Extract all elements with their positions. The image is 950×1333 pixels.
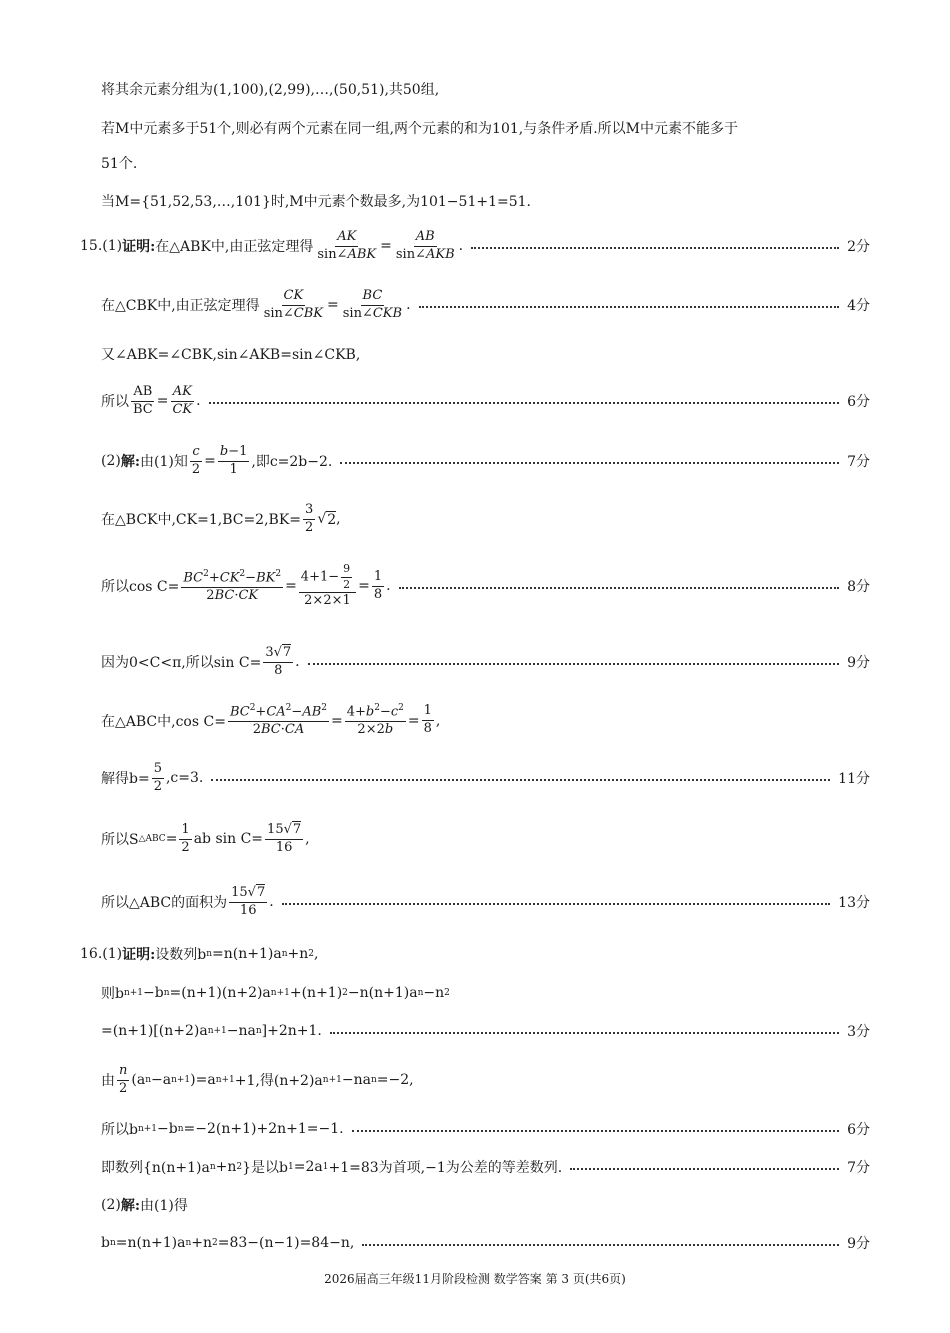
q15-line-2: 在△CBK中,由正弦定理得 $\frac{CK}{\text{sin∠CBK}}$ = $\frac{BC}{\text{sin∠CKB}}$ . 4分 xyxy=(101,288,870,321)
score: 7分 xyxy=(847,1160,870,1176)
score: 6分 xyxy=(847,1122,870,1138)
score: 3分 xyxy=(847,1024,870,1040)
score: 11分 xyxy=(838,771,870,788)
score: 8分 xyxy=(847,579,870,596)
q16-line-4: 由 $\frac{n}{2}$ (a n −a n+1 )=a n+1 +1,得(n+2)a n+1 −na n =−2, xyxy=(101,1063,414,1096)
text-line: 若M中元素多于51个,则必有两个元素在同一组,两个元素的和为101,与条件矛盾.所以M中元素不能多于 xyxy=(101,121,739,137)
page-footer: 2026届高三年级11月阶段检测 数学答案 第 3 页(共6页) xyxy=(324,1272,626,1286)
q15-line-1: 15.(1) 证明: 在△ABK中,由正弦定理得 $\frac{AK}{\text{sin∠ABK}}$ = $\frac{AB}{\text{sin∠AKB}}$ . 2分 xyxy=(80,229,870,262)
score: 6分 xyxy=(847,394,870,411)
q15-line-8: 因为0<C<π,所以sin C= $\frac{3√7}{8}$ . 9分 xyxy=(101,645,870,678)
text-line: 51个. xyxy=(101,156,138,172)
score: 9分 xyxy=(847,655,870,672)
score: 2分 xyxy=(847,239,870,256)
text-line: 当M={51,52,53,…,101}时,M中元素个数最多,为101−51+1=51. xyxy=(101,194,531,210)
q15-line-6: 在△BCK中,CK=1,BC=2,BK= $\frac{3}{2}$ √ 2 , xyxy=(101,502,341,535)
q15-line-7: 所以cos C= $\frac{BC^2+CK^2-BK^2}{2BC\cdot CK}$ = 4+1− $\frac{9}{2}$ 2×2×1 = $\frac{1}{8}$ . 8分 xyxy=(101,562,870,609)
q16-line-2: 则b n+1 −b n =(n+1)(n+2)a n+1 +(n+1) 2 −n(n+1)a n −n 2 xyxy=(101,985,450,1002)
text-line: 将其余元素分组为(1,100),(2,99),…,(50,51),共50组, xyxy=(101,82,440,98)
q15-line-5: (2) 解: 由(1)知 $\frac{c}{2}$ = $\frac{b-1}{1}$ ,即c=2b−2. 7分 xyxy=(101,444,870,477)
q15-line-3: 又∠ABK=∠CBK,sin∠AKB=sin∠CKB, xyxy=(101,347,361,363)
q16-line-1: 16.(1) 证明: 设数列b n =n(n+1)a n +n 2 , xyxy=(80,946,319,963)
q16-line-6: 即数列{n(n+1)a n +n 2 }是以b 1 =2a 1 +1=83为首项,−1为公差的等差数列. 7分 xyxy=(101,1159,870,1176)
q15-line-12: 所以△ABC的面积为 $\frac{15√7}{16}$ . 13分 xyxy=(101,885,870,918)
q16-line-7: (2) 解: 由(1)得 xyxy=(101,1197,188,1214)
q15-line-9: 在△ABC中,cos C= $\frac{BC^2+CA^2-AB^2}{2BC\cdot CA}$ = $\frac{4+b^2-c^2}{2\times 2b}$ = $\frac{1}{8}$ , xyxy=(101,703,441,738)
q15-line-11: 所以S △ABC = $\frac{1}{2}$ ab sin C= $\frac{15√7}{16}$ , xyxy=(101,822,310,855)
q16-line-8: b n =n(n+1)a n +n 2 =83−(n−1)=84−n, 9分 xyxy=(101,1235,870,1252)
score: 7分 xyxy=(847,454,870,471)
q15-line-4: 所以 $\frac{AB}{BC}$ = $\frac{AK}{CK}$ . 6分 xyxy=(101,384,870,417)
score: 13分 xyxy=(838,895,870,912)
q16-line-5: 所以b n+1 −b n =−2(n+1)+2n+1=−1. 6分 xyxy=(101,1121,870,1138)
score: 9分 xyxy=(847,1236,870,1252)
q16-line-3: =(n+1)[(n+2)a n+1 −na n ]+2n+1. 3分 xyxy=(101,1023,870,1040)
score: 4分 xyxy=(847,298,870,315)
q15-line-10: 解得b= $\frac{5}{2}$ ,c=3. 11分 xyxy=(101,761,870,794)
